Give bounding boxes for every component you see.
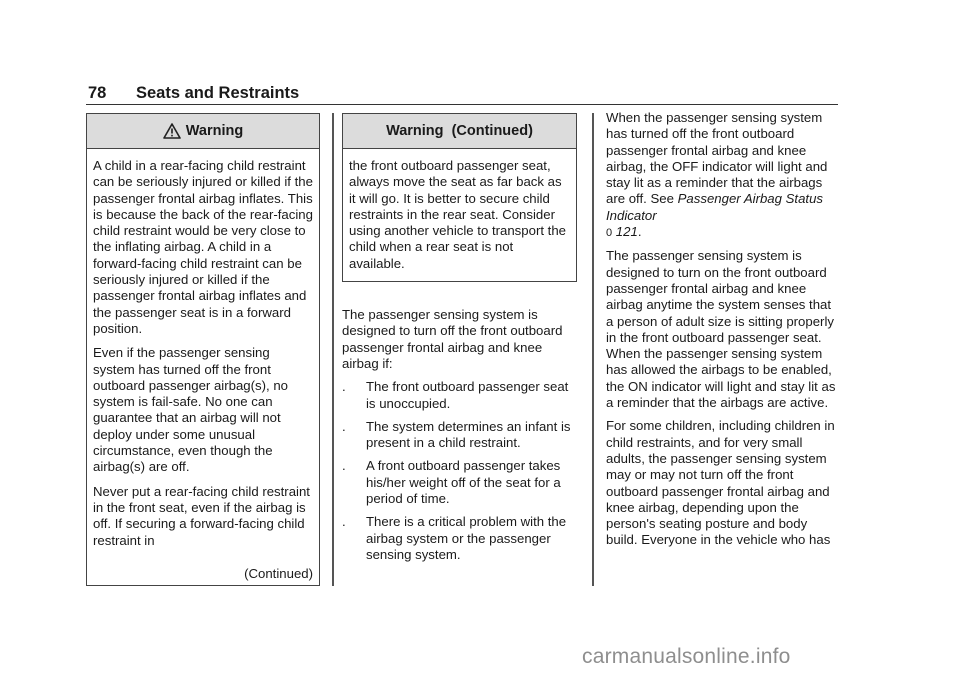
list-item bbox=[342, 514, 580, 563]
warning-continued-body bbox=[343, 149, 576, 281]
page-header bbox=[86, 84, 838, 105]
watermark: carmanualsonline.info bbox=[582, 645, 791, 668]
warning-box bbox=[86, 113, 320, 586]
condition-list bbox=[342, 379, 580, 563]
warning-continued-header bbox=[343, 114, 576, 149]
bullet-marker: . bbox=[342, 418, 346, 434]
off-indicator-paragraph bbox=[606, 110, 842, 241]
list-item bbox=[342, 419, 580, 452]
bullet-marker: . bbox=[342, 514, 346, 530]
warning-continued-title: Warning (Continued) bbox=[386, 122, 533, 139]
list-item-text: A front outboard passenger takes his/her weight off of the seat for a period of time. bbox=[366, 458, 561, 507]
bullet-marker: . bbox=[342, 458, 346, 474]
paragraph-text: When the passenger sensing system has turned off the front outboard passenger frontal airbag and knee airbag, the OFF indicator will light and stay lit as a reminder that the airbags are off. See bbox=[606, 110, 828, 207]
continued-label: (Continued) bbox=[244, 566, 313, 581]
list-item bbox=[342, 458, 580, 507]
on-indicator-paragraph: The passenger sensing system is designed to turn on the front outboard passenger frontal airbag and knee airbag anytime the system senses that a person of adult size is sitting properly in the front outboard passenger seat. When the passenger sensing system has allowed the airbags to be enabled, the ON indicator will light and stay lit as a reminder that the airbags are active. bbox=[606, 248, 836, 411]
ref-period: . bbox=[637, 224, 642, 240]
children-paragraph: For some children, including children in child restraints, and for very small adults, the passenger sensing system may or may not turn off the front outboard passenger frontal airbag and knee airbag, depending upon the person's seating posture and body build. Everyone in the vehicle who has bbox=[606, 418, 835, 548]
list-item-text: The front outboard passenger seat is unoccupied. bbox=[366, 379, 569, 411]
intro-paragraph: The passenger sensing system is designed to turn off the front outboard passenger frontal airbag and knee airbag if: bbox=[342, 307, 563, 371]
warning-paragraph: Never put a rear-facing child restraint in the front seat, even if the airbag is off. If securing a forward-facing child restraint in bbox=[93, 483, 310, 548]
middle-column bbox=[342, 113, 580, 570]
page-number: 78 bbox=[88, 84, 107, 102]
column-divider bbox=[592, 113, 594, 586]
warning-box-continued bbox=[342, 113, 577, 282]
list-item bbox=[342, 379, 580, 412]
list-item-text: There is a critical problem with the airbag system or the passenger sensing system. bbox=[366, 514, 567, 562]
warning-paragraph: A child in a rear-facing child restraint can be seriously injured or killed if the passenger frontal airbag inflates. This is because the back of the rear-facing child restraint would be very close to the inflating airbag. A child in a forward-facing child restraint can be seriously injured or killed if the passenger frontal airbag inflates and the passenger seat is in a forward position. bbox=[93, 158, 313, 336]
warning-paragraph: the front outboard passenger seat, always move the seat as far back as it will go. It is better to secure child restraints in the rear seat. Consider using another vehicle to transport the child when a rear seat is not available. bbox=[349, 158, 566, 271]
page-ref-number[interactable]: 121 bbox=[615, 224, 638, 240]
warning-triangle-icon bbox=[163, 123, 181, 139]
cross-reference-link[interactable]: Passenger Airbag Status Indicator bbox=[606, 191, 824, 223]
right-column bbox=[606, 110, 842, 556]
section-title: Seats and Restraints bbox=[136, 84, 300, 102]
bullet-marker: . bbox=[342, 379, 346, 395]
column-divider bbox=[332, 113, 334, 586]
page-ref-symbol: 0 bbox=[606, 227, 613, 240]
warning-paragraph: Even if the passenger sensing system has turned off the front outboard passenger airbag(s), no system is fail-safe. No one can guarantee that an airbag will not deploy under some unusual circumstance, even though the airbag(s) are off. bbox=[93, 345, 289, 475]
warning-title: Warning bbox=[185, 123, 244, 139]
warning-header bbox=[87, 114, 319, 149]
list-item-text: The system determines an infant is present in a child restraint. bbox=[366, 418, 571, 451]
warning-body bbox=[87, 149, 319, 549]
